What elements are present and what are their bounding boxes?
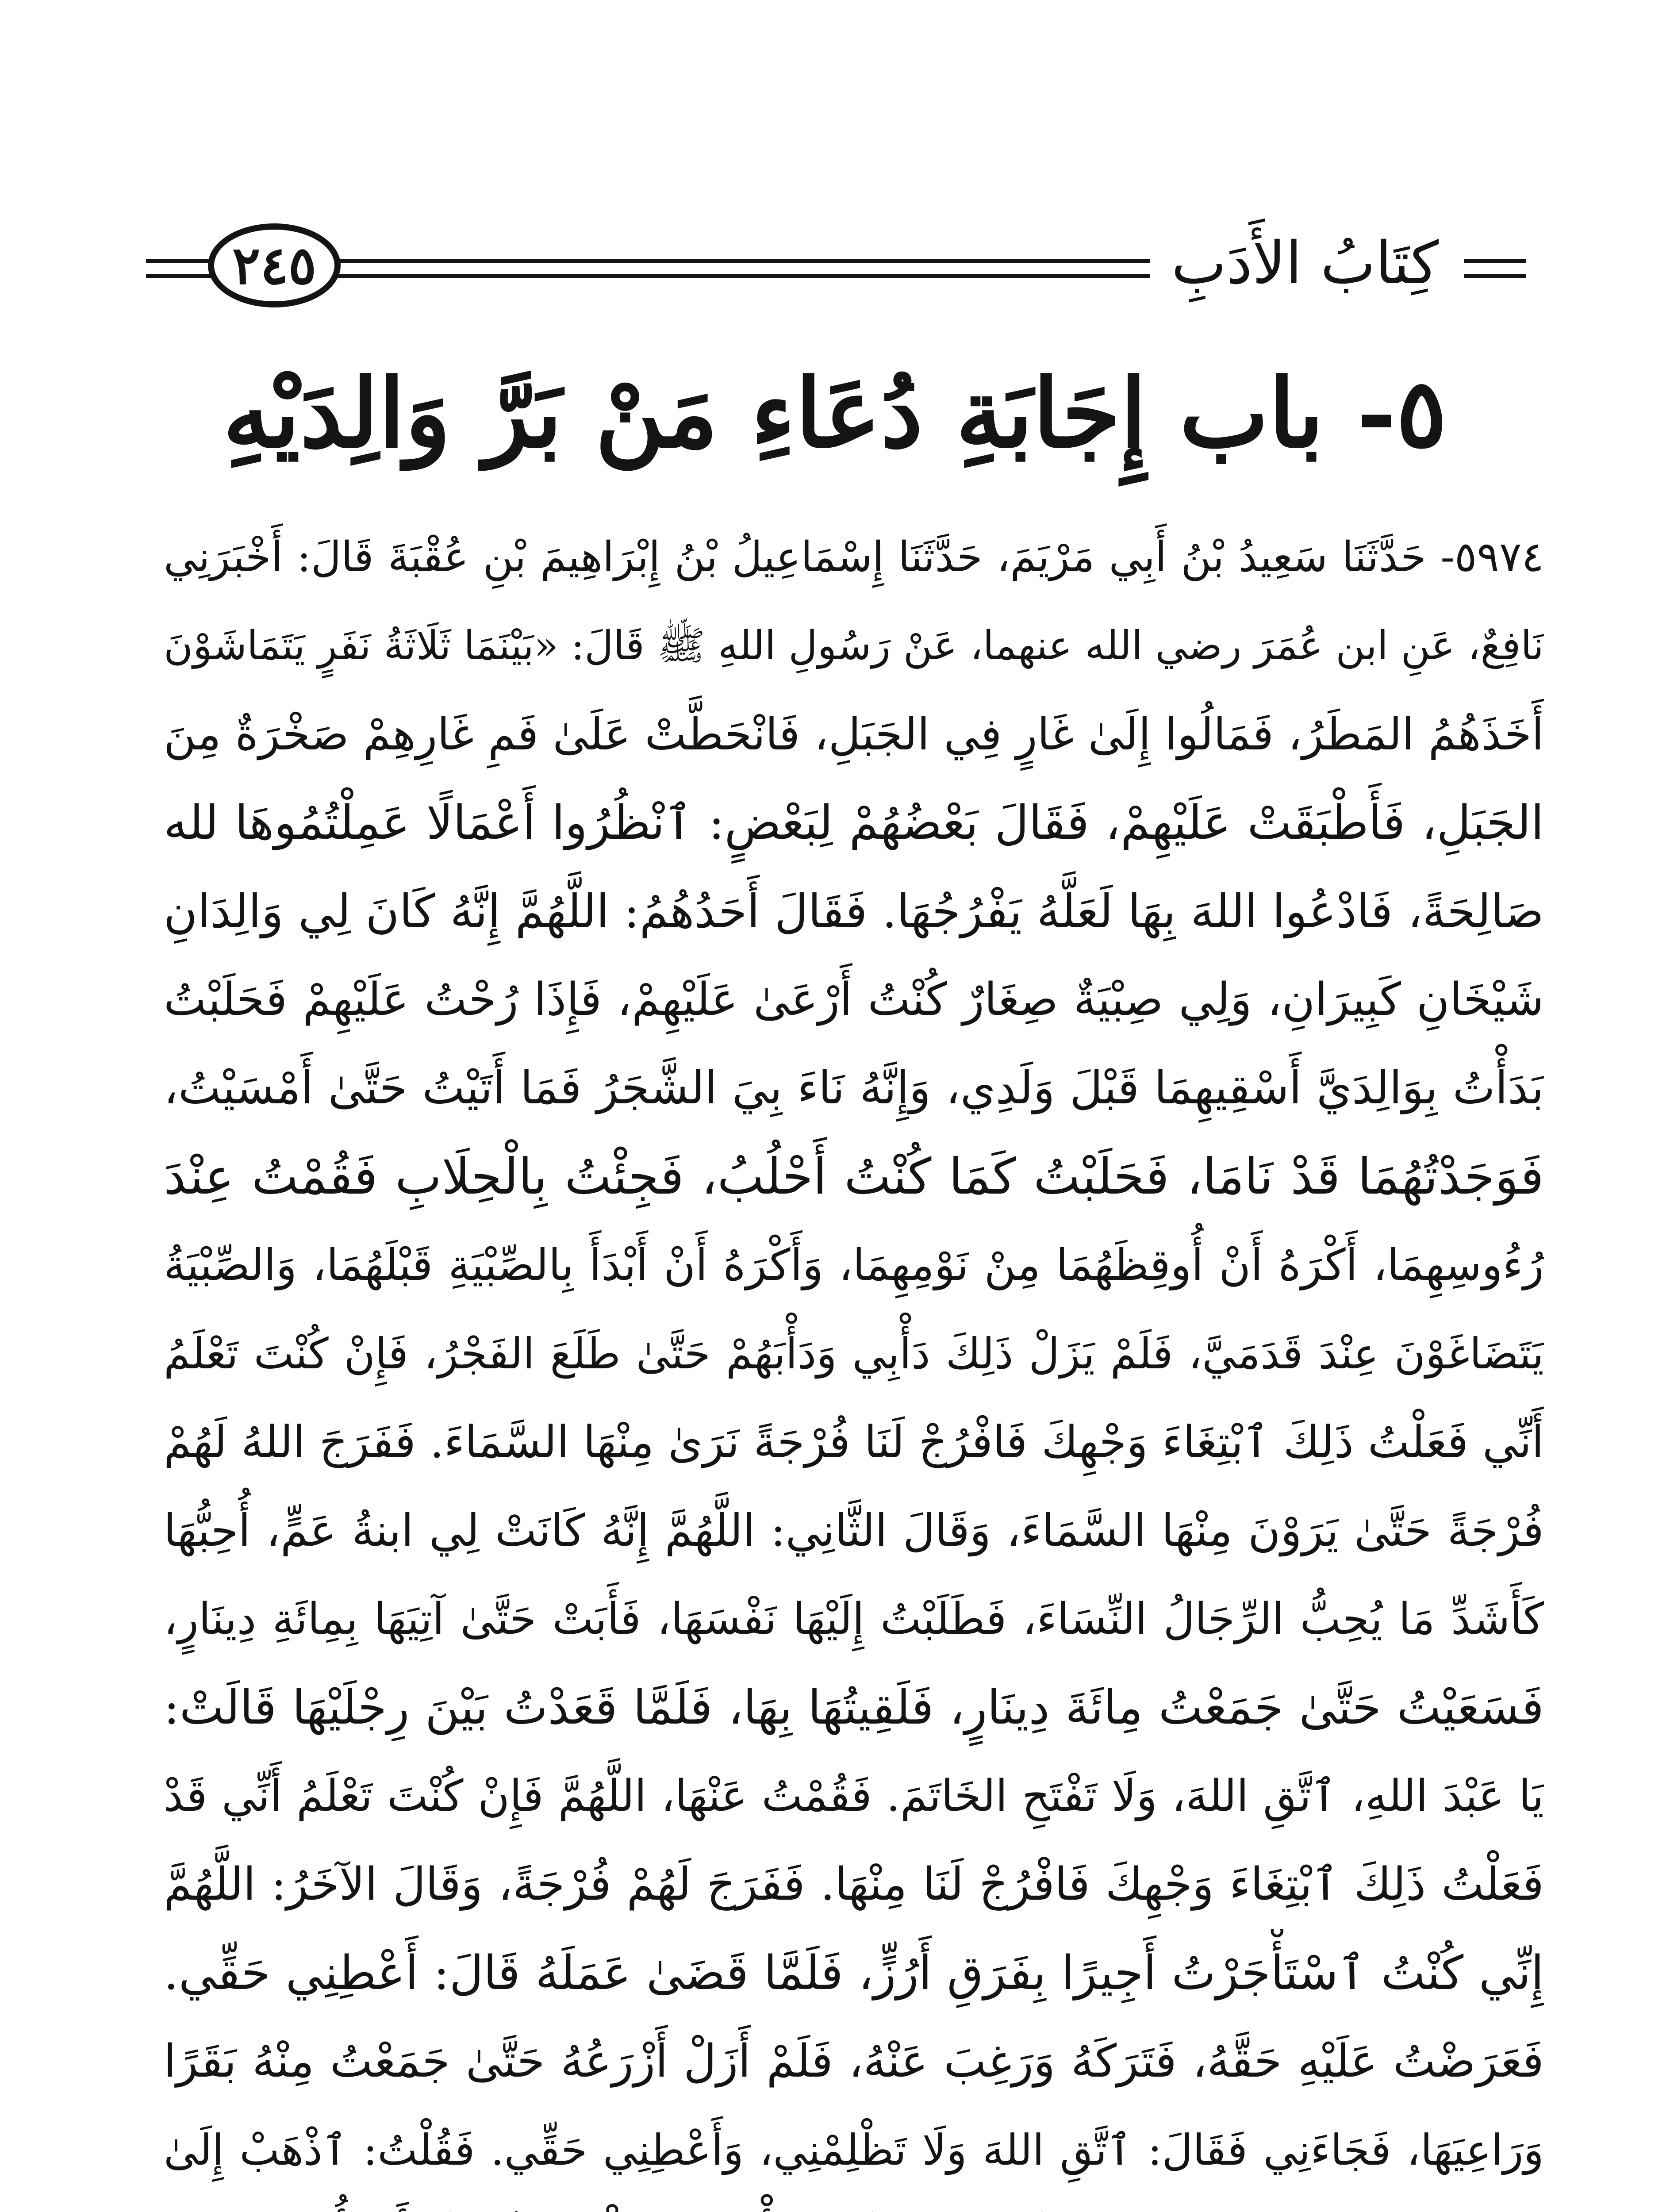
text-line: الجَبَلِ، فَأَطْبَقَتْ عَلَيْهِمْ، فَقَالَ بَعْضُهُمْ لِبَعْضٍ: ٱنْظُرُوا أَعْمَالًا عَمِلْتُمُوهَا لله — [164, 795, 1544, 850]
text-line: فَسَعَيْتُ حَتَّىٰ جَمَعْتُ مِائَةَ دِينَارٍ، فَلَقِيتُهَا بِهَا، فَلَمَّا قَعَدْتُ بَيْنَ رِجْلَيْهَا قَالَتْ: — [164, 1680, 1544, 1735]
header-rule-right-bottom — [1464, 274, 1526, 278]
chapter-title: ٥- باب إِجَابَةِ دُعَاءِ مَنْ بَرَّ وَالِدَيْهِ — [223, 358, 1447, 469]
text-line — [164, 2194, 1544, 2212]
text-line: يَتَضَاغَوْنَ عِنْدَ قَدَمَيَّ، فَلَمْ يَزَلْ ذَلِكَ دَأْبِي وَدَأْبَهُمْ حَتَّىٰ طَلَعَ الفَجْرُ، فَإِنْ كُنْتَ تَعْلَمُ — [164, 1329, 1544, 1379]
text-line: فَعَرَضْتُ عَلَيْهِ حَقَّهُ، فَتَرَكَهُ وَرَغِبَ عَنْهُ، فَلَمْ أَزَلْ أَزْرَعُهُ حَتَّىٰ جَمَعْتُ مِنْهُ بَقَرًا — [164, 2035, 1544, 2088]
text-line: ٥٩٧٤- حَدَّثَنَا سَعِيدُ بْنُ أَبِي مَرْيَمَ، حَدَّثَنَا إِسْمَاعِيلُ بْنُ إِبْرَاهِيمَ بْنِ عُقْبَةَ قَالَ: أَخْبَرَنِي — [164, 533, 1544, 581]
header-rule-right-top — [1464, 259, 1526, 263]
text-line: صَالِحَةً، فَادْعُوا اللهَ بِهَا لَعَلَّهُ يَفْرُجُهَا. فَقَالَ أَحَدُهُمُ: اللَّهُمَّ إِنَّهُ كَانَ لِي وَالِدَانِ — [164, 884, 1544, 938]
text-line: فَعَلْتُ ذَلِكَ ٱبْتِغَاءَ وَجْهِكَ فَافْرُجْ لَنَا مِنْهَا. فَفَرَجَ لَهُمْ فُرْجَةً، وَقَالَ الآخَرُ: اللَّهُمَّ — [164, 1858, 1544, 1911]
text-line: إِنِّي كُنْتُ ٱسْتَأْجَرْتُ أَجِيرًا بِفَرَقِ أَرُزٍّ، فَلَمَّا قَضَىٰ عَمَلَهُ قَالَ: أَعْطِنِي حَقِّي. — [164, 1946, 1544, 2000]
text-line: وَرَاعِيَهَا، فَجَاءَنِي فَقَالَ: ٱتَّقِ اللهَ وَلَا تَظْلِمْنِي، وَأَعْطِنِي حَقِّي. فَقُلْتُ: ٱذْهَبْ إِلَىٰ — [164, 2125, 1544, 2175]
page-number: ٢٤٥ — [232, 234, 317, 296]
text-line: نَافِعٌ، عَنِ ابن عُمَرَ رضي الله عنهما، عَنْ رَسُولِ اللهِ ﷺ قَالَ: «بَيْنَمَا ثَلَاثَةُ نَفَرٍ يَتَمَاشَوْنَ — [164, 622, 1544, 669]
running-title: كِتَابُ الأَدَبِ — [1150, 230, 1460, 296]
page-number-badge — [208, 223, 341, 307]
header-rule-middle-bottom — [332, 274, 1150, 278]
text-line: أَنِّي فَعَلْتُ ذَلِكَ ٱبْتِغَاءَ وَجْهِكَ فَافْرُجْ لَنَا فُرْجَةً نَرَىٰ مِنْهَا السَّمَاءَ. فَفَرَجَ اللهُ لَهُمْ — [164, 1416, 1544, 1468]
text-line: رُءُوسِهِمَا، أَكْرَهُ أَنْ أُوقِظَهُمَا مِنْ نَوْمِهِمَا، وَأَكْرَهُ أَنْ أَبْدَأَ بِالصِّبْيَةِ قَبْلَهُمَا، وَالصِّبْيَةُ — [164, 1240, 1544, 1290]
hadith-text — [164, 513, 1544, 2212]
text-line: أَخَذَهُمُ المَطَرُ، فَمَالُوا إِلَىٰ غَارٍ فِي الجَبَلِ، فَانْحَطَّتْ عَلَىٰ فَمِ غَارِهِمْ صَخْرَةٌ مِنَ — [164, 708, 1544, 760]
text-line: يَا عَبْدَ اللهِ، ٱتَّقِ اللهَ، وَلَا تَفْتَحِ الخَاتَمَ. فَقُمْتُ عَنْهَا، اللَّهُمَّ فَإِنْ كُنْتَ تَعْلَمُ أَنِّي قَدْ — [164, 1771, 1544, 1821]
text-line: فَوَجَدْتُهُمَا قَدْ نَامَا، فَحَلَبْتُ كَمَا كُنْتُ أَحْلُبُ، فَجِئْتُ بِالْحِلَابِ فَقُمْتُ عِنْدَ — [164, 1148, 1544, 1206]
text-line: شَيْخَانِ كَبِيرَانِ، وَلِي صِبْيَةٌ صِغَارٌ كُنْتُ أَرْعَىٰ عَلَيْهِمْ، فَإِذَا رُحْتُ عَلَيْهِمْ فَحَلَبْتُ — [164, 973, 1544, 1026]
text-line: فُرْجَةً حَتَّىٰ يَرَوْنَ مِنْهَا السَّمَاءَ، وَقَالَ الثَّانِي: اللَّهُمَّ إِنَّهُ كَانَتْ لِي ابنةُ عَمٍّ، أُحِبُّهَا — [164, 1505, 1544, 1556]
text-line: بَدَأْتُ بِوَالِدَيَّ أَسْقِيهِمَا قَبْلَ وَلَدِي، وَإِنَّهُ نَاءَ بِيَ الشَّجَرُ فَمَا أَتَيْتُ حَتَّىٰ أَمْسَيْتُ، — [164, 1062, 1544, 1114]
text-line: كَأَشَدِّ مَا يُحِبُّ الرِّجَالُ النِّسَاءَ، فَطَلَبْتُ إِلَيْهَا نَفْسَهَا، فَأَبَتْ حَتَّىٰ آتِيَهَا بِمِائَةِ دِينَارٍ، — [164, 1594, 1544, 1644]
header-rule-middle-top — [332, 259, 1150, 263]
running-header — [0, 0, 1670, 336]
